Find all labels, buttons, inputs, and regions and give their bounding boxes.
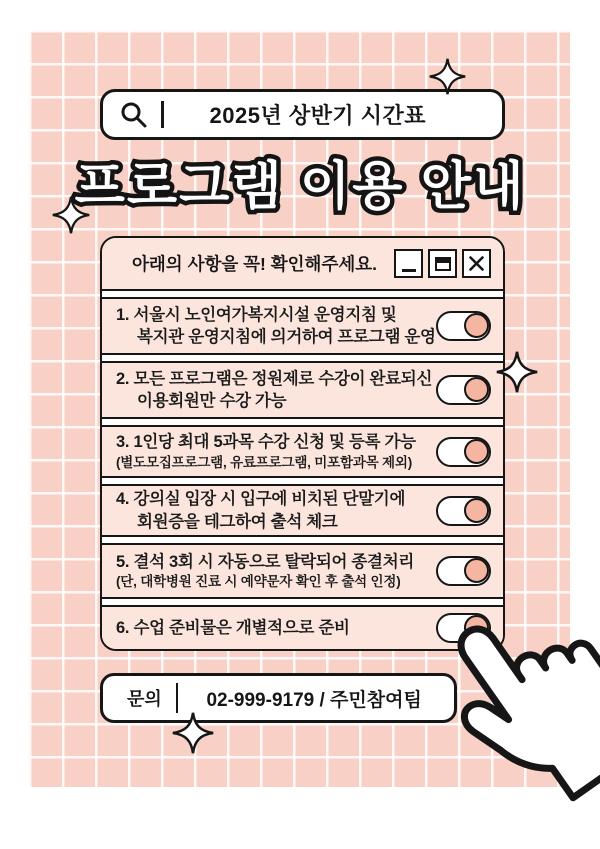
contact-bar: [100, 673, 457, 723]
list-item-text: 6. 수업 준비물은 개별적으로 준비: [116, 618, 350, 637]
contact-label: 문의: [127, 689, 162, 709]
hand-cursor-icon: [428, 612, 600, 849]
page-title: 프로그램 이용 안내: [74, 158, 526, 216]
toggle-switch[interactable]: [436, 311, 491, 341]
close-button[interactable]: [462, 249, 491, 278]
list-item-text: 1. 서울시 노인여가복지시설 운영지침 및 복지관 운영지침에 의거하여 프로그램 운영: [116, 305, 436, 346]
list-item-text: 3. 1인당 최대 5과목 수강 신청 및 등록 가능 (별도모집프로그램, 유료프로그램, 미포함과목 제외): [116, 433, 416, 470]
sparkle-icon: [496, 351, 538, 393]
window-title: 아래의 사항을 꼭! 확인해주세요.: [132, 254, 378, 274]
close-icon: [469, 256, 484, 271]
maximize-icon: [435, 257, 451, 271]
toggle-knob: [464, 498, 489, 523]
toggle-knob: [464, 558, 489, 583]
sparkle-icon: [52, 196, 90, 234]
toggle-switch[interactable]: [436, 437, 491, 467]
toggle-knob: [464, 313, 489, 338]
minimize-icon: [402, 269, 416, 272]
toggle-switch[interactable]: [436, 496, 491, 526]
toggle-switch[interactable]: [436, 375, 491, 405]
search-input[interactable]: [100, 89, 505, 140]
list-item-text: 5. 결석 3회 시 자동으로 탈락되어 종결처리 (단, 대학병원 진료 시 예약문자 확인 후 출석 인정): [116, 552, 414, 590]
list-item-text: 2. 모든 프로그램은 정원제로 수강이 완료되신 이용회원만 수강 가능: [116, 369, 433, 410]
search-query: 2025년 상반기 시간표: [209, 103, 426, 128]
toggle-switch[interactable]: [436, 556, 491, 586]
toggle-knob: [464, 377, 489, 402]
magnifier-icon: [119, 100, 149, 130]
toggle-knob: [464, 439, 489, 464]
window-titlebar: [102, 238, 503, 291]
list-item-text: 4. 강의실 입장 시 입구에 비치된 단말기에 회원증을 테그하여 출석 체크: [116, 490, 406, 531]
maximize-button[interactable]: [428, 249, 457, 278]
list-item-1: [102, 297, 503, 355]
list-item-3: [102, 425, 503, 478]
list-item-5: [102, 543, 503, 599]
sparkle-icon: [429, 58, 466, 95]
search-divider: [161, 101, 164, 128]
list-item-2: [102, 361, 503, 419]
contact-divider: [176, 683, 179, 713]
minimize-button[interactable]: [394, 249, 423, 278]
contact-value: 02-999-9179 / 주민참여팀: [206, 689, 422, 711]
sparkle-icon: [172, 712, 214, 754]
list-item-4: [102, 484, 503, 537]
notice-window: [100, 236, 505, 651]
window-controls: [394, 249, 491, 278]
